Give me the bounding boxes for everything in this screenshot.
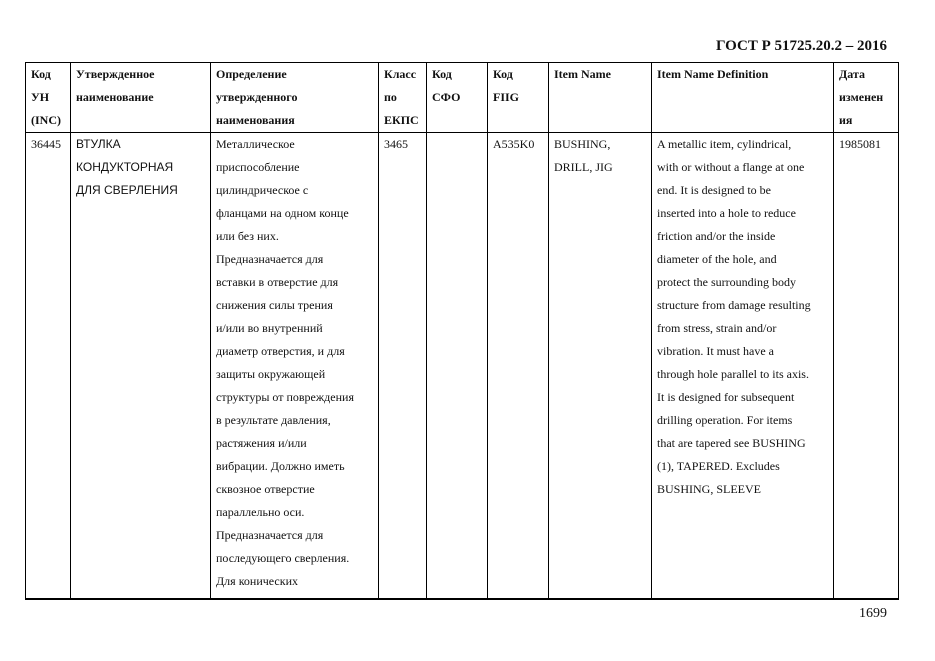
text-line: ия (839, 113, 853, 127)
text-line: СФО (432, 90, 461, 104)
text-line: Металлическое (216, 137, 295, 151)
text-line: Item Name (554, 67, 611, 81)
header-approved-name (71, 63, 211, 133)
text-line: BUSHING, (554, 137, 611, 151)
text-line: фланцами на одном конце (216, 206, 349, 220)
table-row (26, 133, 899, 600)
header-class (379, 63, 427, 133)
cell-item-name (549, 133, 652, 600)
text-line: vibration. It must have a (657, 344, 774, 358)
cell-class (379, 133, 427, 600)
text-line: утвержденного (216, 90, 298, 104)
text-line: through hole parallel to its axis. (657, 367, 809, 381)
text-line: Предназначается для (216, 528, 324, 542)
text-line: наименования (216, 113, 295, 127)
text-line: Класс (384, 67, 417, 81)
text-line: Код (432, 67, 452, 81)
table-header-row (26, 63, 899, 133)
text-line: изменен (839, 90, 884, 104)
text-line: structure from damage resulting (657, 298, 811, 312)
header-item-name (549, 63, 652, 133)
text-line: последующего сверления. (216, 551, 350, 565)
text-line: ЕКПС (384, 113, 419, 127)
header-definition (211, 63, 379, 133)
text-line: наименование (76, 90, 154, 104)
text-line: ВТУЛКА (76, 137, 121, 151)
text-line: FIIG (493, 90, 520, 104)
header-item-name-definition (652, 63, 834, 133)
text-line: A535K0 (493, 137, 535, 151)
text-line: Утвержденное (76, 67, 155, 81)
cell-change-date (834, 133, 899, 600)
text-line: диаметр отверстия, и для (216, 344, 345, 358)
cell-item-name-definition (652, 133, 834, 600)
cell-approved-name (71, 133, 211, 600)
text-line: Код (31, 67, 51, 81)
text-line: или без них. (216, 229, 279, 243)
cell-fiig-code (488, 133, 549, 600)
text-line: (INC) (31, 113, 61, 127)
text-line: It is designed for subsequent (657, 390, 795, 404)
text-line: и/или во внутренний (216, 321, 323, 335)
text-line: Определение (216, 67, 287, 81)
text-line: по (384, 90, 397, 104)
text-line: в результате давления, (216, 413, 331, 427)
text-line: diameter of the hole, and (657, 252, 777, 266)
cell-sfo-code (427, 133, 488, 600)
text-line: 36445 (31, 137, 61, 151)
text-line: ДЛЯ СВЕРЛЕНИЯ (76, 183, 178, 197)
text-line: DRILL, JIG (554, 160, 613, 174)
text-line: параллельно оси. (216, 505, 305, 519)
text-line: A metallic item, cylindrical, (657, 137, 792, 151)
text-line: Предназначается для (216, 252, 324, 266)
text-line: 1985081 (839, 137, 881, 151)
text-line: вставки в отверстие для (216, 275, 339, 289)
text-line: from stress, strain and/or (657, 321, 777, 335)
header-fiig-code (488, 63, 549, 133)
text-line: растяжения и/или (216, 436, 307, 450)
text-line: Дата (839, 67, 865, 81)
header-inc-code (26, 63, 71, 133)
text-line: friction and/or the inside (657, 229, 776, 243)
header-sfo-code (427, 63, 488, 133)
text-line: drilling operation. For items (657, 413, 793, 427)
text-line: защиты окружающей (216, 367, 326, 381)
text-line: end. It is designed to be (657, 183, 771, 197)
text-line: цилиндрическое с (216, 183, 309, 197)
text-line: BUSHING, SLEEVE (657, 482, 761, 496)
cell-definition (211, 133, 379, 600)
table-bottom-rule (25, 598, 898, 600)
text-line: with or without a flange at one (657, 160, 805, 174)
text-line: структуры от повреждения (216, 390, 354, 404)
text-line: 3465 (384, 137, 408, 151)
text-line: Код (493, 67, 513, 81)
text-line: снижения силы трения (216, 298, 333, 312)
text-line: (1), TAPERED. Excludes (657, 459, 780, 473)
text-line: inserted into a hole to reduce (657, 206, 796, 220)
text-line: вибрации. Должно иметь (216, 459, 345, 473)
text-line: Для конических (216, 574, 298, 588)
header-change-date (834, 63, 899, 133)
text-line: сквозное отверстие (216, 482, 315, 496)
page-number: 1699 (859, 606, 887, 621)
nomenclature-table (25, 62, 899, 600)
text-line: КОНДУКТОРНАЯ (76, 160, 174, 174)
text-line: protect the surrounding body (657, 275, 796, 289)
cell-inc-code (26, 133, 71, 600)
text-line: приспособление (216, 160, 300, 174)
text-line: Item Name Definition (657, 67, 769, 81)
standard-header: ГОСТ Р 51725.20.2 – 2016 (715, 38, 887, 54)
text-line: УН (31, 90, 50, 104)
text-line: that are tapered see BUSHING (657, 436, 806, 450)
